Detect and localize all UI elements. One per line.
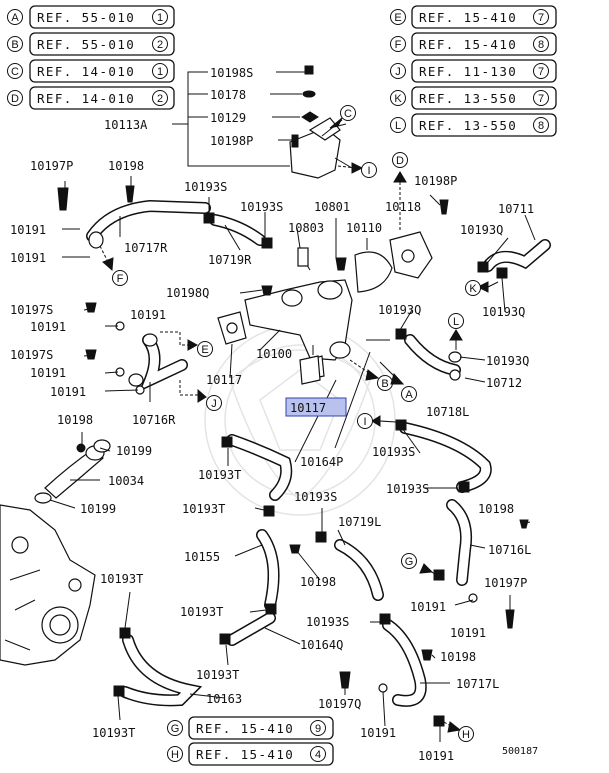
label-10197s-a: 10197S xyxy=(10,303,54,317)
label-10117-a: 10117 xyxy=(206,373,243,387)
label-10129: 10129 xyxy=(210,111,247,125)
ref-box-g[interactable] xyxy=(168,717,334,739)
svg-text:H: H xyxy=(171,749,179,761)
arrow-g[interactable] xyxy=(402,554,437,576)
svg-text:7: 7 xyxy=(537,93,545,105)
label-10193q-c: 10193Q xyxy=(378,303,422,317)
svg-text:G: G xyxy=(404,556,414,568)
label-10193q-a: 10193Q xyxy=(460,223,504,237)
label-10716l: 10716L xyxy=(488,543,532,557)
label-10191-g: 10191 xyxy=(410,600,447,614)
ref-box-l[interactable] xyxy=(391,114,557,136)
svg-text:I: I xyxy=(367,165,371,177)
label-10719l: 10719L xyxy=(338,515,382,529)
label-10198p-top: 10198P xyxy=(210,134,254,148)
label-10163: 10163 xyxy=(206,692,243,706)
label-10198s: 10198S xyxy=(210,66,254,80)
ref-box-j[interactable] xyxy=(391,60,557,82)
label-10719r: 10719R xyxy=(208,253,252,267)
label-10198-e: 10198 xyxy=(440,650,477,664)
svg-text:2: 2 xyxy=(156,93,164,105)
label-10191-i: 10191 xyxy=(360,726,397,740)
label-10197s-b: 10197S xyxy=(10,348,54,362)
hose-10718l xyxy=(405,428,486,487)
svg-text:REF. 13-550: REF. 13-550 xyxy=(419,91,518,106)
svg-text:REF. 15-410: REF. 15-410 xyxy=(196,747,295,762)
label-10191-e: 10191 xyxy=(30,366,67,380)
svg-text:G: G xyxy=(170,723,180,735)
svg-text:REF. 15-410: REF. 15-410 xyxy=(419,10,518,25)
label-10191-a: 10191 xyxy=(10,223,47,237)
label-10034: 10034 xyxy=(108,474,145,488)
fitting-10129-and-case xyxy=(290,66,352,178)
ref-box-h[interactable] xyxy=(168,743,334,765)
label-10197q: 10197Q xyxy=(318,697,362,711)
svg-text:1: 1 xyxy=(156,66,164,78)
svg-text:REF. 14-010: REF. 14-010 xyxy=(37,91,136,106)
arrow-d[interactable] xyxy=(393,153,408,233)
label-10118: 10118 xyxy=(385,200,422,214)
svg-text:I: I xyxy=(363,416,367,428)
ref-box-k[interactable] xyxy=(391,87,557,109)
svg-text:REF. 14-010: REF. 14-010 xyxy=(37,64,136,79)
ref-box-f[interactable] xyxy=(391,33,557,55)
ref-box-c[interactable] xyxy=(8,60,175,82)
hose-10719r xyxy=(215,220,260,240)
svg-text:C: C xyxy=(344,108,352,120)
pipe-10034 xyxy=(45,446,104,498)
svg-text:8: 8 xyxy=(537,39,545,51)
hose-10719l xyxy=(340,545,378,595)
label-10198-b: 10198 xyxy=(57,413,94,427)
svg-text:10117: 10117 xyxy=(290,401,327,415)
svg-text:L: L xyxy=(452,316,460,328)
label-10193s-d: 10193S xyxy=(386,482,430,496)
label-10718l: 10718L xyxy=(426,405,470,419)
label-10197p-right: 10197P xyxy=(484,576,528,590)
label-10801: 10801 xyxy=(314,200,351,214)
svg-text:K: K xyxy=(394,93,402,105)
svg-text:D: D xyxy=(11,93,19,105)
hose-10717r xyxy=(92,206,205,236)
label-10193s-f: 10193S xyxy=(306,615,350,629)
svg-text:1: 1 xyxy=(156,12,164,24)
hose-10163 xyxy=(125,640,190,700)
label-10113a: 10113A xyxy=(104,118,148,132)
hose-10712 xyxy=(410,340,455,370)
svg-text:A: A xyxy=(11,12,19,24)
hose-10711 xyxy=(488,245,545,266)
label-10197p-left: 10197P xyxy=(30,159,74,173)
label-10191-j: 10191 xyxy=(418,749,455,763)
label-10199-b: 10199 xyxy=(80,502,117,516)
hose-10164q xyxy=(232,618,270,640)
label-10191-b: 10191 xyxy=(10,251,47,265)
hose-10155 xyxy=(262,535,274,605)
ref-box-e[interactable] xyxy=(391,6,557,28)
label-10193s-b: 10193S xyxy=(240,200,284,214)
label-10193s-e: 10193S xyxy=(294,490,338,504)
label-10711: 10711 xyxy=(498,202,535,216)
svg-text:A: A xyxy=(405,389,413,401)
svg-text:REF. 15-410: REF. 15-410 xyxy=(419,37,518,52)
hose-10717l xyxy=(388,625,421,701)
label-10717r: 10717R xyxy=(124,241,168,255)
label-10191-h: 10191 xyxy=(450,626,487,640)
label-10155: 10155 xyxy=(184,550,221,564)
label-10193t-b: 10193T xyxy=(182,502,226,516)
label-10193s-top: 10193S xyxy=(184,180,228,194)
svg-text:2: 2 xyxy=(156,39,164,51)
label-10198q: 10198Q xyxy=(166,286,210,300)
ref-box-a[interactable] xyxy=(8,6,175,28)
ref-box-d[interactable] xyxy=(8,87,175,109)
svg-text:L: L xyxy=(394,120,402,132)
svg-text:F: F xyxy=(394,39,402,51)
label-10191-c: 10191 xyxy=(130,308,167,322)
svg-text:REF. 55-010: REF. 55-010 xyxy=(37,37,136,52)
svg-text:E: E xyxy=(201,344,209,356)
label-10193s-c: 10193S xyxy=(372,445,416,459)
svg-text:F: F xyxy=(116,273,124,285)
svg-text:C: C xyxy=(11,66,19,78)
label-10198-top: 10198 xyxy=(108,159,145,173)
svg-text:H: H xyxy=(462,729,470,741)
label-10198-d: 10198 xyxy=(300,575,337,589)
svg-text:REF. 11-130: REF. 11-130 xyxy=(419,64,518,79)
svg-text:7: 7 xyxy=(537,66,545,78)
svg-text:K: K xyxy=(469,283,477,295)
arrow-h[interactable] xyxy=(444,722,474,742)
label-10178: 10178 xyxy=(210,88,247,102)
label-10191-d: 10191 xyxy=(30,320,67,334)
svg-text:B: B xyxy=(381,378,389,390)
label-10191-f: 10191 xyxy=(50,385,87,399)
svg-text:B: B xyxy=(11,39,19,51)
svg-text:J: J xyxy=(395,66,401,78)
highlighted-part-10117[interactable] xyxy=(286,398,346,416)
part-labels xyxy=(10,66,538,763)
engine-block xyxy=(0,505,95,665)
label-10193t-f: 10193T xyxy=(92,726,136,740)
label-10198-c: 10198 xyxy=(478,502,515,516)
label-10100: 10100 xyxy=(256,347,293,361)
label-10164q: 10164Q xyxy=(300,638,344,652)
svg-text:9: 9 xyxy=(314,723,322,735)
label-10193q-d: 10193Q xyxy=(486,354,530,368)
label-10193t-c: 10193T xyxy=(100,572,144,586)
label-10199-a: 10199 xyxy=(116,444,153,458)
svg-text:REF. 13-550: REF. 13-550 xyxy=(419,118,518,133)
label-10717l: 10717L xyxy=(456,677,500,691)
label-10716r: 10716R xyxy=(132,413,176,427)
ref-box-b[interactable] xyxy=(8,33,175,55)
label-10164p: 10164P xyxy=(300,455,344,469)
svg-text:4: 4 xyxy=(314,749,322,761)
svg-text:REF. 15-410: REF. 15-410 xyxy=(196,721,295,736)
label-10193t-d: 10193T xyxy=(180,605,224,619)
arrow-i-mid[interactable] xyxy=(358,414,397,429)
svg-text:E: E xyxy=(394,12,402,24)
arrow-i-top[interactable] xyxy=(338,163,377,178)
arrow-b[interactable] xyxy=(350,360,393,391)
svg-text:REF. 55-010: REF. 55-010 xyxy=(37,10,136,25)
label-10803: 10803 xyxy=(288,221,325,235)
hose-10716l xyxy=(452,505,466,580)
svg-text:8: 8 xyxy=(537,120,545,132)
label-10712: 10712 xyxy=(486,376,523,390)
label-10193t-e: 10193T xyxy=(196,668,240,682)
label-10193t-a: 10193T xyxy=(198,468,242,482)
svg-text:7: 7 xyxy=(537,12,545,24)
arrow-k[interactable] xyxy=(466,281,499,296)
svg-text:J: J xyxy=(211,398,217,410)
label-10198p-right: 10198P xyxy=(414,174,458,188)
figure-code: 500187 xyxy=(502,746,539,757)
arrow-e[interactable] xyxy=(160,332,213,357)
svg-text:D: D xyxy=(396,155,404,167)
label-10110: 10110 xyxy=(346,221,383,235)
arrow-l[interactable] xyxy=(449,314,464,351)
label-10193q-b: 10193Q xyxy=(482,305,526,319)
